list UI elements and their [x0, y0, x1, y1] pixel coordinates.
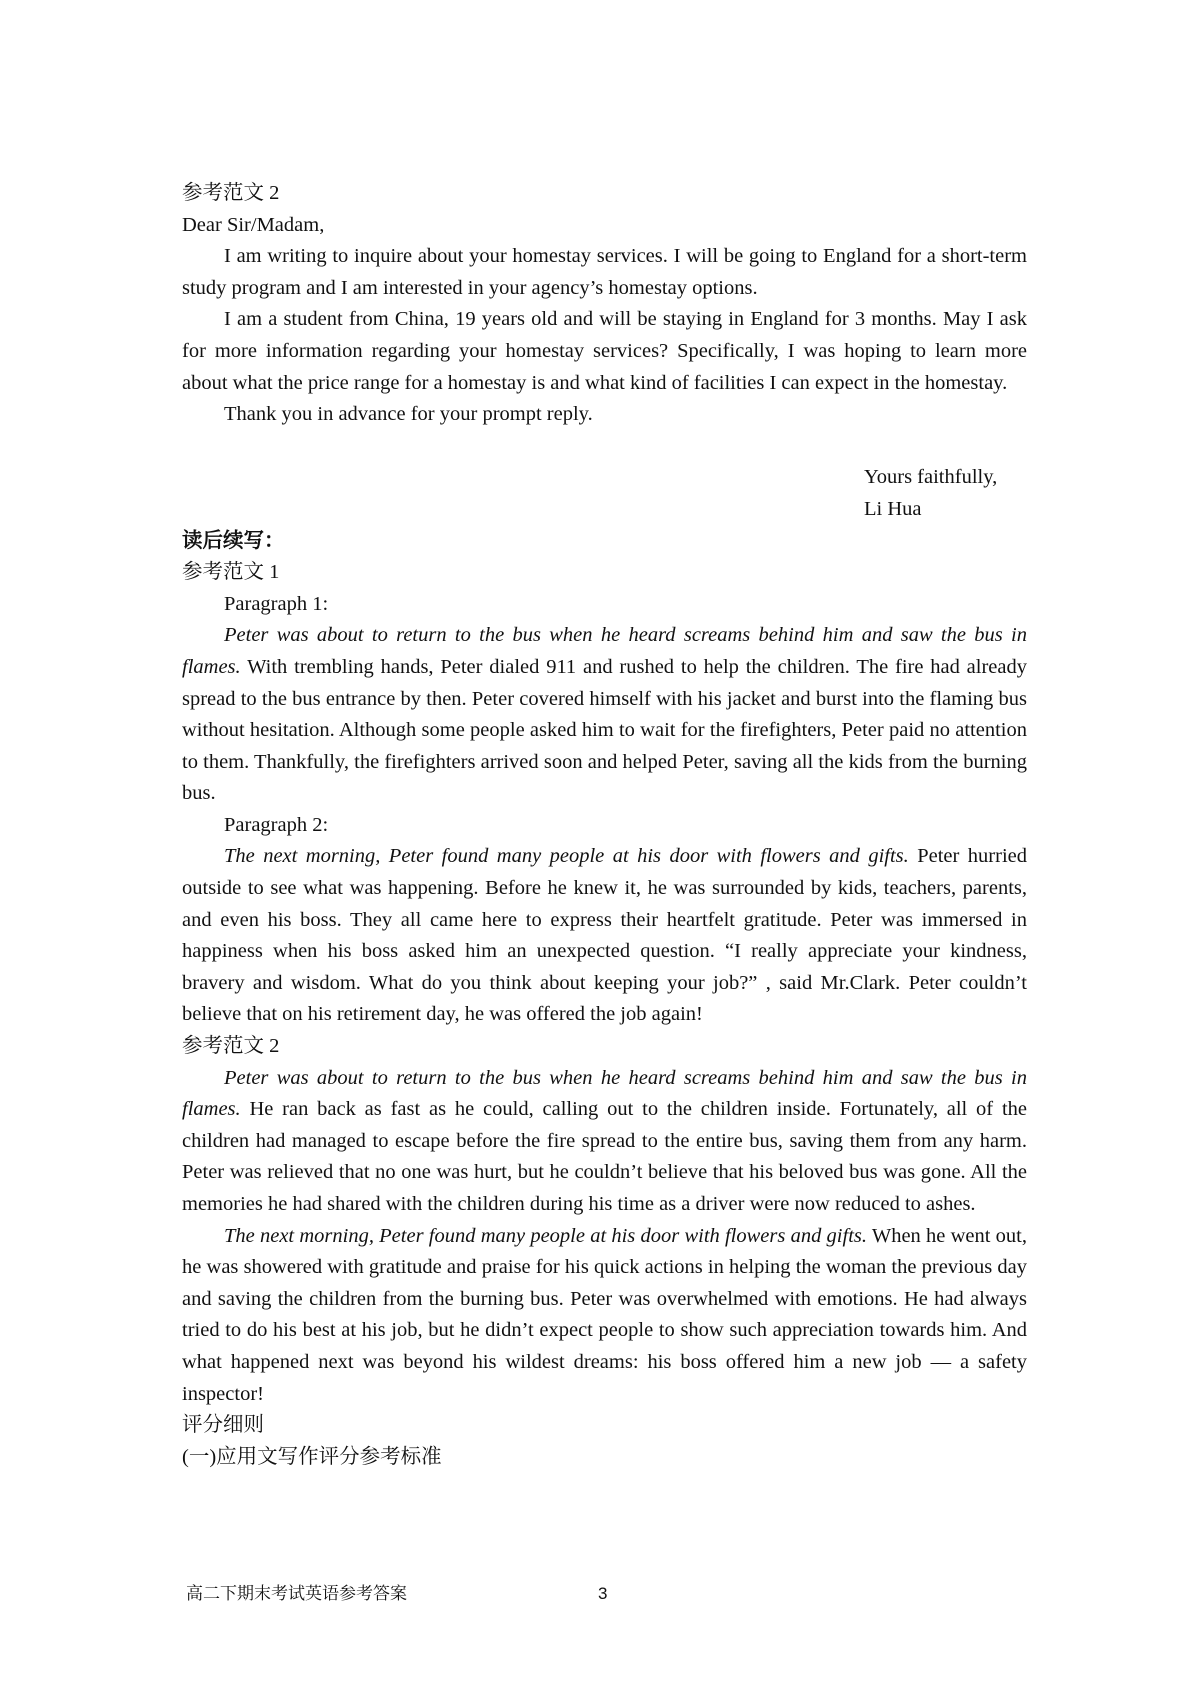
spacer	[182, 431, 1027, 463]
paragraph-label: Paragraph 2:	[224, 813, 329, 836]
letter-signature: Li Hua	[864, 497, 922, 520]
letter-paragraph: I am a student from China, 19 years old and will be staying in England for 3 months. May I ask for more information regarding your homestay services? Specifically, I was hoping to learn more about what the price range for a homestay is and what kind of facilities I can expect in the homestay.	[182, 308, 1027, 394]
paragraph-text: Peter hurried outside to see what was happening. Before he knew it, he was surrounded by kids, teachers, parents, and even his boss. They all came here to express their heartfelt gratitude. Peter was immersed in happiness when his boss asked him an unexpected question. “I really appreciate your kindness, bravery and wisdom. What do you think about keeping your job?” , said Mr.Clark. Peter couldn’t believe that on his retirement day, he was offered the job again!	[182, 845, 1027, 1026]
essay-paragraph	[182, 1221, 1027, 1411]
sample-heading: 参考范文 1	[182, 561, 280, 584]
section-heading: 评分细则	[182, 1414, 264, 1437]
paragraph-text: With trembling hands, Peter dialed 911 and rushed to help the children. The fire had already spread to the bus entrance by then. Peter covered himself with his jacket and burst into the flaming bus without hesitation. Although some people asked him to wait for the firefighters, Peter paid no attention to them. Thankfully, the firefighters arrived soon and helped Peter, saving all the kids from the burning bus.	[182, 655, 1027, 805]
paragraph-text: He ran back as fast as he could, calling out to the children inside. Fortunately, all of the children had managed to escape before the fire spread to the entire bus, saving them from any harm. Peter was relieved that no one was hurt, but he couldn’t believe that his beloved bus was gone. All the memories he had shared with the children during his time as a driver were now reduced to ashes.	[182, 1098, 1027, 1215]
subsection-heading: (一)应用文写作评分参考标准	[182, 1445, 442, 1468]
given-opening-sentence: Peter was about to return to the bus when he heard screams behind him and saw the bus in flames.	[182, 624, 1027, 678]
sample-heading: 参考范文 2	[182, 182, 280, 204]
footer-title: 高二下期末考试英语参考答案	[186, 1584, 407, 1603]
letter-closing: Yours faithfully,	[864, 466, 998, 489]
letter-paragraph: Thank you in advance for your prompt reply.	[224, 403, 593, 426]
letter-paragraph: I am writing to inquire about your homestay services. I will be going to England for a short-term study program and I am interested in your agency’s homestay options.	[182, 245, 1027, 299]
essay-paragraph	[182, 1063, 1027, 1221]
paragraph-label: Paragraph 1:	[224, 592, 329, 615]
paragraph-text: When he went out, he was showered with gratitude and praise for his quick actions in helping the woman the previous day and saving the children from the burning bus. Peter was overwhelmed with emotions. He had always tried to do his best at his job, but he didn’t expect people to show such appreciation towards him. And what happened next was beyond his wildest dreams: his boss offered him a new job — a safety inspector!	[182, 1224, 1027, 1405]
section-heading: 读后续写：	[182, 529, 285, 552]
document-body	[182, 178, 1027, 1473]
page-number: 3	[598, 1584, 608, 1603]
sample-heading: 参考范文 2	[182, 1035, 280, 1058]
essay-paragraph	[182, 841, 1027, 1031]
given-opening-sentence: The next morning, Peter found many people at his door with flowers and gifts.	[224, 1224, 867, 1247]
essay-paragraph	[182, 620, 1027, 810]
given-opening-sentence: Peter was about to return to the bus when he heard screams behind him and saw the bus in flames.	[182, 1066, 1027, 1121]
given-opening-sentence: The next morning, Peter found many people at his door with flowers and gifts.	[224, 845, 909, 868]
letter-salutation: Dear Sir/Madam,	[182, 213, 325, 236]
